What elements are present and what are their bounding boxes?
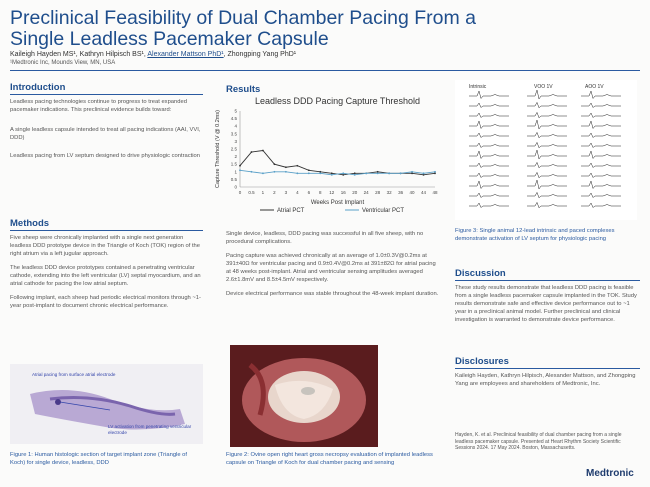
ecg-trace xyxy=(527,142,567,147)
x-tick-label: 6 xyxy=(307,190,311,195)
figure-3-caption: Figure 3: Single animal 12-lead intrinsic and paced complexes demonstrate activation of LV septum for physiologic pacing xyxy=(455,228,615,242)
ecg-trace xyxy=(581,151,621,159)
ecg-trace xyxy=(527,192,567,197)
methods-paragraph: Five sheep were chronically implanted with a single next generation leadless DDD prototype device in the Triangle of Koch (TOK) region of the right atrium via a left jugular approach. xyxy=(10,235,201,257)
ecg-trace xyxy=(527,90,567,99)
x-tick-label: 2 xyxy=(273,190,276,195)
x-tick-label: 32 xyxy=(386,190,392,195)
header-divider xyxy=(10,70,640,71)
histology-image xyxy=(10,364,203,444)
reference-text: Hayden, K. et al. Preclinical feasibility of dual chamber pacing from a single leadless pacemaker capsule. Presented at Heart Rhythm Society Scientific Sessions 2024. 17 May 2024. Boston, Massachusetts. xyxy=(455,432,622,451)
data-point xyxy=(308,172,310,174)
x-tick-label: 1 xyxy=(261,190,265,195)
ecg-trace xyxy=(527,162,567,167)
ecg-traces xyxy=(455,80,637,220)
x-tick-label: 16 xyxy=(340,190,346,195)
ecg-trace xyxy=(527,172,567,177)
ecg-trace xyxy=(581,163,621,168)
ecg-trace xyxy=(469,143,509,148)
author-list xyxy=(10,51,296,58)
introduction-text xyxy=(10,98,202,166)
y-tick-label: 3 xyxy=(234,138,237,144)
disclosures-divider xyxy=(455,368,640,369)
necropsy-drawing xyxy=(230,345,378,447)
data-point xyxy=(239,165,241,167)
histology-label-atrial: Atrial pacing from surface atrial electrode xyxy=(32,372,116,377)
introduction-divider xyxy=(10,94,203,95)
x-tick-label: 0 xyxy=(238,190,242,195)
data-point xyxy=(285,166,287,168)
data-point xyxy=(308,169,310,171)
ecg-trace xyxy=(469,151,509,159)
ecg-figure xyxy=(455,80,637,220)
ecg-trace xyxy=(469,91,509,99)
y-tick-label: 4.5 xyxy=(230,116,237,122)
x-tick-label: 24 xyxy=(363,190,369,195)
data-point xyxy=(331,174,333,176)
methods-text xyxy=(10,234,202,316)
data-point xyxy=(274,171,276,173)
ecg-trace xyxy=(581,173,621,178)
ecg-trace xyxy=(581,121,621,129)
x-tick-label: 28 xyxy=(375,190,381,195)
ecg-trace xyxy=(469,103,509,108)
ecg-trace xyxy=(469,193,509,198)
data-point xyxy=(251,171,253,173)
affiliation: ¹Medtronic Inc, Mounds View, MN, USA xyxy=(10,60,116,66)
ecg-col-voo: VOO 1V xyxy=(534,84,553,90)
ecg-trace xyxy=(581,91,621,99)
results-text xyxy=(226,230,441,304)
x-tick-label: 4 xyxy=(296,190,299,195)
discussion-heading: Discussion xyxy=(455,268,506,279)
y-tick-label: 0 xyxy=(234,184,237,190)
data-point xyxy=(296,165,298,167)
introduction-point: A single leadless capsule intended to treat all pacing indications (AAI, VVI, DDD) xyxy=(10,127,201,141)
x-tick-label: 36 xyxy=(398,190,404,195)
y-tick-label: 1.5 xyxy=(230,161,237,167)
y-axis-label: Capture Threshold (V @ 0.2ms) xyxy=(215,110,221,188)
data-point xyxy=(411,171,413,173)
ecg-trace xyxy=(581,193,621,198)
chart-svg xyxy=(210,95,440,215)
histology-label-ventricular: LV activation from penetrating ventricular electrode xyxy=(108,424,192,435)
authors-text-2: , Zhongping Yang PhD¹ xyxy=(223,51,297,58)
data-point xyxy=(423,172,425,174)
ecg-trace xyxy=(527,150,567,159)
ecg-trace xyxy=(527,102,567,107)
necropsy-photo xyxy=(230,345,378,447)
ecg-trace xyxy=(527,202,567,207)
authors-text-1: Kaileigh Hayden MS¹, Kathryn Hilpisch BS¹, xyxy=(10,51,148,58)
ecg-trace xyxy=(469,113,509,118)
chart-title: Leadless DDD Pacing Capture Threshold xyxy=(255,96,420,106)
legend-label: Atrial PCT xyxy=(277,208,305,214)
y-tick-label: 4 xyxy=(234,123,237,129)
y-tick-label: 3.5 xyxy=(230,131,237,137)
data-point xyxy=(377,172,379,174)
series-line-1 xyxy=(240,170,435,175)
ecg-trace xyxy=(469,163,509,168)
data-point xyxy=(239,169,241,171)
medtronic-logo: Medtronic xyxy=(586,468,634,479)
disclosures-text: Kaileigh Hayden, Kathryn Hilpisch, Alexander Mattson, and Zhongping Yang are employees and shareholders of Medtronic, Inc. xyxy=(455,373,636,387)
data-point xyxy=(262,172,264,174)
ecg-trace xyxy=(527,132,567,137)
ecg-trace xyxy=(469,203,509,208)
ecg-trace xyxy=(581,103,621,108)
ecg-trace xyxy=(469,133,509,138)
capture-threshold-chart xyxy=(210,95,440,215)
ecg-col-aoo: AOO 1V xyxy=(585,84,604,90)
x-tick-label: 40 xyxy=(409,190,415,195)
data-point xyxy=(319,172,321,174)
y-tick-label: 2 xyxy=(234,154,237,160)
results-paragraph: Pacing capture was achieved chronically at an average of 1.0±0.3V@0.2ms at 391±40Ω for ventricular pacing and 0.9±0.4V@0.2ms at 391±82Ω for atrial pacing at 48 weeks post-implant. Atrial and ventricular sensing amplitudes averaged 2.6±1.8mV and 8.5±4.5mV respectively. xyxy=(226,253,436,283)
x-tick-label: 8 xyxy=(319,190,322,195)
disclosures-heading: Disclosures xyxy=(455,356,509,367)
ecg-col-intrinsic: Intrinsic xyxy=(469,84,487,90)
ecg-trace xyxy=(581,181,621,189)
ecg-trace xyxy=(581,113,621,118)
ecg-trace xyxy=(469,121,509,129)
legend-label: Ventricular PCT xyxy=(362,208,405,214)
methods-heading: Methods xyxy=(10,218,50,229)
results-paragraph: Single device, leadless, DDD pacing was successful in all five sheep, with no procedural complications. xyxy=(226,231,424,245)
data-point xyxy=(251,151,253,153)
poster-title: Preclinical Feasibility of Dual Chamber Pacing From a Single Leadless Pacemaker Capsule xyxy=(10,7,477,50)
data-point xyxy=(354,174,356,176)
data-point xyxy=(434,171,436,173)
ecg-trace xyxy=(527,180,567,189)
figure-2-caption: Figure 2: Ovine open right heart gross necropsy evaluation of implanted leadless capsule on Triangle of Koch for dual chamber pacing and sensing xyxy=(226,452,433,466)
data-point xyxy=(388,172,390,174)
data-point xyxy=(296,172,298,174)
ecg-trace xyxy=(469,181,509,189)
results-heading: Results xyxy=(226,84,261,95)
ecg-trace xyxy=(581,203,621,208)
data-point xyxy=(274,163,276,165)
x-tick-label: 20 xyxy=(352,190,358,195)
data-point xyxy=(365,172,367,174)
x-axis-label: Weeks Post Implant xyxy=(310,200,365,206)
y-tick-label: 2.5 xyxy=(230,146,237,152)
ecg-trace xyxy=(527,112,567,117)
data-point xyxy=(342,172,344,174)
methods-divider xyxy=(10,230,203,231)
figure-1-caption: Figure 1: Human histologic section of target implant zone (Triangle of Koch) for single device, leadless, DDD xyxy=(10,452,188,466)
ecg-trace xyxy=(581,133,621,138)
results-paragraph: Device electrical performance was stable throughout the 48-week implant duration. xyxy=(226,291,439,297)
data-point xyxy=(262,150,264,152)
presenting-author-link[interactable]: Alexander Mattson PhD¹ xyxy=(147,51,224,58)
x-tick-label: 0.5 xyxy=(248,190,255,195)
y-tick-label: 1 xyxy=(234,169,237,175)
methods-paragraph: The leadless DDD device prototypes contained a penetrating ventricular cathode, extending into the left ventricular (LV) septal myocardium, and an atrial cathode for pacing the low atrial septum. xyxy=(10,265,201,287)
x-tick-label: 44 xyxy=(421,190,427,195)
y-tick-label: 5 xyxy=(234,108,237,114)
introduction-heading: Introduction xyxy=(10,82,66,93)
discussion-text: These study results demonstrate that leadless DDD pacing is feasible from a single leadless pacemaker capsule implanted in the TOK. Study results demonstrate safe and effective device performance out to ~1 year in a preclinical animal model. Further preclinical and clinical investigation is warranted to demonstrate device performance. xyxy=(455,285,637,323)
data-point xyxy=(400,172,402,174)
x-tick-label: 12 xyxy=(329,190,335,195)
introduction-paragraph: Leadless pacing technologies continue to progress to treat expanded pacemaker indications. This preclinical evidence builds toward: xyxy=(10,99,187,113)
methods-paragraph: Following implant, each sheep had periodic electrical monitors through ~1-year post-implant to document chronic electrical performance. xyxy=(10,295,201,309)
ecg-trace xyxy=(527,120,567,129)
ecg-trace xyxy=(581,143,621,148)
y-tick-label: 0.5 xyxy=(230,176,237,182)
series-line-0 xyxy=(240,151,435,175)
introduction-point: Leadless pacing from LV septum designed to drive physiologic contraction xyxy=(10,153,201,159)
ecg-trace xyxy=(469,173,509,178)
x-tick-label: 48 xyxy=(432,190,438,195)
x-tick-label: 3 xyxy=(284,190,288,195)
discussion-divider xyxy=(455,280,640,281)
data-point xyxy=(285,171,287,173)
